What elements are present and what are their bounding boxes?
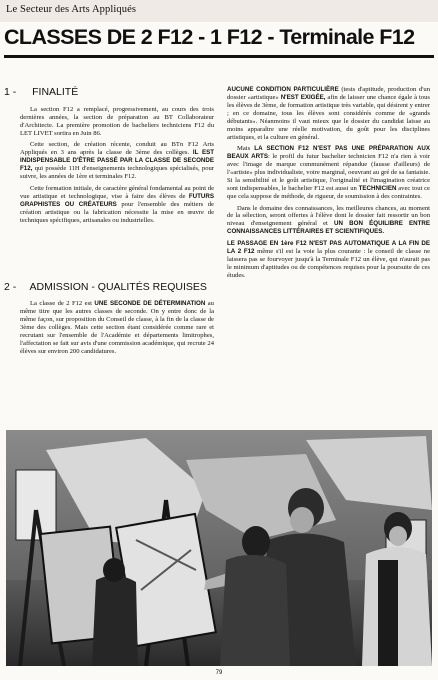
student-hair: [242, 526, 270, 558]
student-face: [389, 526, 407, 546]
section-number: 1 -: [4, 86, 17, 98]
paragraph: Cette section, de création récente, conduit au BTn F12 Arts Appliqués en 3 ans après la classe de 3ème des collèges. IL EST INDISPENSABLE D'ÊTRE PASSÉ PAR LA CLASSE DE SECONDE F12, qui possède 11H d'enseignements technologiques spécialisés, pour suivre, les années de 1ère et terminales F12.: [20, 141, 215, 181]
running-header-band: [0, 0, 438, 22]
section-title: FINALITÉ: [32, 86, 79, 98]
paragraph: Mais LA SECTION F12 N'EST PAS UNE PRÉPARATION AUX BEAUX ARTS: le profil du futur bachelier technicien F12 n'a rien à voir avec l'image de marque communément répandue (fausse d'ailleurs) de l'«artiste» plus individualiste, voire marginal, oeuvrant au gré de sa fantaisie. Si la sensibilité et le goût artistique, l'originalité et l'imagination créatrice sont indispensables, le bachelier F12 est aussi un TECHNICIEN avec tout ce que cela suppose de méthode, de rigueur, de soumission à des contraintes.: [227, 145, 430, 200]
student-face: [290, 507, 314, 533]
finalite-column: [20, 106, 214, 228]
paragraph: La classe de 2 F12 est UNE SECONDE DE DÉTERMINATION au même titre que les autres classes de seconde. On y entre donc de la même façon, sur proposition du Conseil de classe, à la fin de la classe de 3ème des collèges. Mais cette section étant considérée comme rare et recrutant sur l'ensemble de l'Académie et départements limitrophes, l'affectation se fait sur avis d'une commission académique, qui recrute 24 élèves sur environ 200 candidatures.: [20, 300, 214, 355]
title-rule: [4, 55, 434, 58]
section-number: 2 -: [4, 281, 17, 293]
page-title: CLASSES DE 2 F12 - 1 F12 - Terminale F12: [4, 25, 415, 49]
admission-column: [20, 300, 214, 359]
paragraph: Cette formation initiale, de caractère général fondamental au point de vue artistique et technologique, vise à faire des élèves de FUTURS GRAPHISTES OU CRÉATEURS pour l'ensemble des métiers de création artistique ou la fabrication nécessite la mise en œuvre de techniques spécifiques, artisanales ou industrielles.: [20, 184, 214, 224]
student-vest: [378, 560, 398, 666]
right-column: [227, 86, 430, 283]
section-finalite-heading: [4, 86, 78, 98]
student-body: [92, 575, 138, 666]
student-body: [220, 555, 290, 666]
page-number: 79: [215, 670, 223, 676]
photo-illustration: [6, 430, 432, 666]
paragraph: LE PASSAGE EN 1ère F12 N'EST PAS AUTOMATIQUE A LA FIN DE LA 2 F12 même s'il est la voie la plus courante : le conseil de classe ne laissera pas se fourvoyer jusqu'à la Terminale F12 un élève, qui n'aurait pas le minimum d'aptitudes ou de compétences requises pour la poursuite de ces études.: [227, 239, 430, 279]
student-hair: [103, 558, 125, 582]
running-head: Le Secteur des Arts Appliqués: [6, 4, 137, 15]
section-admission-heading: [4, 281, 207, 293]
paragraph: La section F12 a remplacé, progressivement, au cours des trois dernières années, la section de préparation au BT Collaborateur d'Architecte. La première promotion de bacheliers techniciens F12 du LET LIVET sortira en Juin 86.: [20, 106, 214, 137]
paragraph: AUCUNE CONDITION PARTICULIÈRE (tests d'aptitude, production d'un dossier «artistique» N'EST EXIGÉE, afin de laisser une chance égale à tous les élèves de 3ème, de formation artistique très variable, qui désirent y entrer ; en ce domaine, tous les élèves sont considérés comme de «grands débutants». Néanmoins il vaut mieux que le dossier du candidat laisse au moins apparaître une réelle motivation, du goût pour les disciplines artistiques, et la culture en général.: [227, 86, 430, 141]
classroom-photo: [6, 430, 432, 666]
section-title: ADMISSION - QUALITÉS REQUISES: [29, 281, 207, 293]
paragraph: Dans le domaine des connaissances, les meilleures chances, au moment de la sélection, seront offertes à l'élève dont le dossier fait ressortir un bon niveau d'enseignement général et UN BON ÉQUILIBRE ENTRE CONNAISSANCES LITTÉRAIRES ET SCIENTIFIQUES.: [227, 204, 430, 236]
